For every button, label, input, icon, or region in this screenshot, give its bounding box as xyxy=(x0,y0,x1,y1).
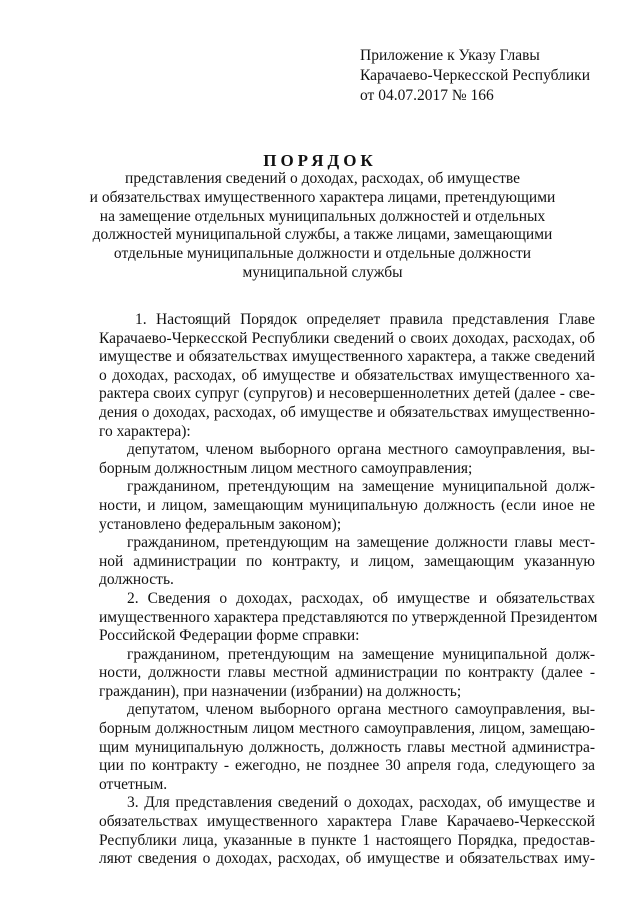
body-line: рактера своих супруг (супругов) и несовершеннолетних детей (далее - све- xyxy=(99,385,595,403)
body-line: Российской Федерации форме справки: xyxy=(99,627,360,645)
body-line: гражданином, претендующим на замещение должности главы мест- xyxy=(127,534,595,552)
body-line: депутатом, членом выборного органа местного самоуправления, вы- xyxy=(127,701,595,719)
body-line: 1. Настоящий Порядок определяет правила представления Главе xyxy=(135,311,595,328)
body-line: депутатом, членом выборного органа местного самоуправления, вы- xyxy=(127,441,595,459)
body-line: ляют сведения о доходах, расходах, об имуществе и обязательствах иму- xyxy=(99,850,595,868)
document-subtitle xyxy=(60,170,585,283)
body-line: 3. Для представления сведений о доходах, расходах, об имуществе и xyxy=(127,794,595,812)
document-title: ПОРЯДОК xyxy=(263,151,377,170)
body-line: ности, должности главы местной администрации по контракту (далее - xyxy=(99,664,595,682)
document-body xyxy=(99,311,598,869)
body-line: имуществе и обязательствах имущественного характера, а также сведений xyxy=(99,348,595,366)
body-line: гражданин), при назначении (избрании) на должность; xyxy=(99,682,462,700)
body-line: о доходах, расходах, об имуществе и обязательствах имущественного ха- xyxy=(99,366,595,384)
body-line: ности, и лицом, замещающим муниципальную должность (если иное не xyxy=(99,496,595,514)
body-line: 2. Сведения о доходах, расходах, об имуществе и обязательствах xyxy=(127,589,595,607)
subtitle-line: муниципальной службы xyxy=(242,263,403,281)
attachment-line: Карачаево-Черкесской Республики xyxy=(360,67,590,84)
body-line: установлено федеральным законом); xyxy=(99,515,342,533)
subtitle-line: отдельные муниципальные должности и отдельные должности xyxy=(113,245,532,263)
body-line: го характера): xyxy=(99,422,191,440)
body-line: отчетным. xyxy=(99,775,168,793)
body-line: борным должностным лицом местного самоуправления, лицом, замещаю- xyxy=(99,720,595,738)
subtitle-line: на замещение отдельных муниципальных должностей и отдельных xyxy=(99,207,546,225)
body-line: дения о доходах, расходах, об имуществе и обязательствах имущественно- xyxy=(99,403,595,421)
body-line: Республики лица, указанные в пункте 1 настоящего Порядка, предостав- xyxy=(99,831,595,849)
body-line: имущественного характера представляются по утвержденной Президентом xyxy=(99,608,598,626)
body-line: щим муниципальную должность, должность главы местной администра- xyxy=(99,738,595,756)
body-line: обязательствах имущественного характера Главе Карачаево-Черкесской xyxy=(99,813,595,831)
attachment-line: Приложение к Указу Главы xyxy=(360,47,540,64)
body-line: гражданином, претендующим на замещение муниципальной долж- xyxy=(127,645,595,663)
subtitle-line: и обязательствах имущественного характера лицами, претендующими xyxy=(89,188,556,206)
subtitle-line: должностей муниципальной службы, а также лицами, замещающими xyxy=(92,226,553,244)
body-line: Карачаево-Черкесской Республики сведений о своих доходах, расходах, об xyxy=(99,329,595,347)
attachment-line: от 04.07.2017 № 166 xyxy=(360,87,494,104)
attachment-note xyxy=(360,46,620,106)
body-line: должность. xyxy=(99,571,174,589)
subtitle-line: представления сведений о доходах, расходах, об имуществе xyxy=(125,170,520,187)
body-line: борным должностным лицом местного самоуправления; xyxy=(99,459,473,477)
body-line: гражданином, претендующим на замещение муниципальной долж- xyxy=(127,478,595,496)
body-line: ной администрации по контракту, и лицом, замещающим указанную xyxy=(99,552,595,570)
body-line: ции по контракту - ежегодно, не позднее 30 апреля года, следующего за xyxy=(99,757,595,775)
